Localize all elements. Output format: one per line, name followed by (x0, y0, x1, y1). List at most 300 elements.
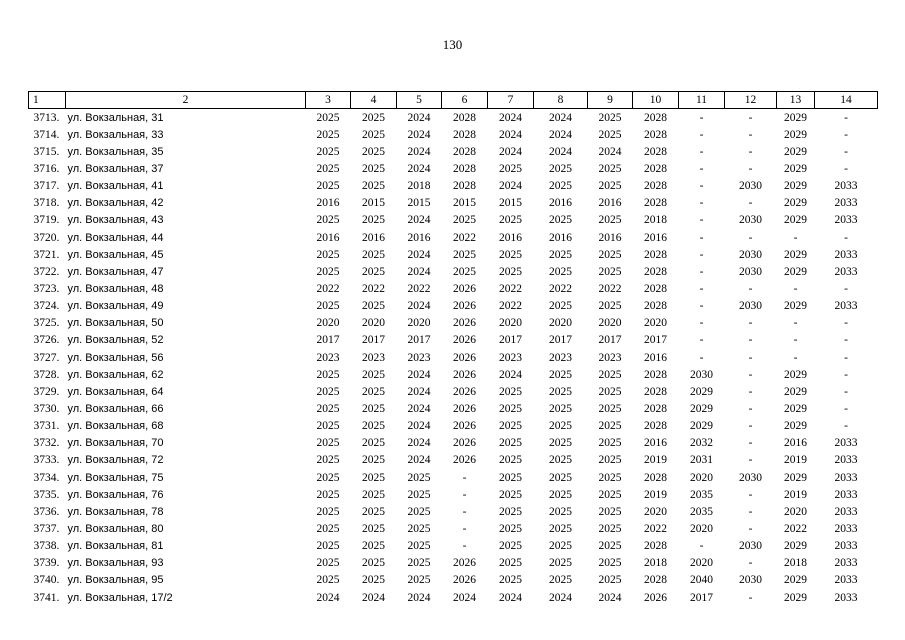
year-cell: 2016 (407, 231, 431, 244)
year-cell: 2029 (784, 128, 807, 141)
address-cell: ул. Вокзальная, 56 (67, 351, 164, 364)
year-cell: 2020 (549, 317, 572, 330)
year-cell: - (844, 368, 848, 381)
year-cell: 2025 (598, 505, 622, 518)
year-cell: 2025 (362, 454, 385, 467)
column-header: 1 (29, 92, 66, 109)
address-cell: ул. Вокзальная, 47 (67, 265, 164, 278)
year-cell: - (699, 197, 704, 210)
schedule-table (28, 91, 878, 606)
table-row (29, 435, 878, 452)
year-cell: - (699, 111, 704, 124)
year-cell: 2019 (644, 454, 667, 467)
year-cell: 2015 (407, 197, 431, 210)
table-row (29, 229, 878, 246)
year-cell: 2018 (644, 557, 667, 570)
year-cell: 2017 (690, 591, 713, 604)
year-cell: 2025 (598, 557, 622, 570)
year-cell: 2020 (407, 317, 431, 330)
year-cell: 2025 (362, 540, 385, 553)
year-cell: 2029 (690, 420, 713, 433)
year-cell: 2015 (362, 197, 385, 210)
year-cell: 2024 (407, 591, 431, 604)
year-cell: 2024 (407, 385, 431, 398)
year-cell: 2025 (499, 540, 522, 553)
year-cell: 2023 (316, 351, 340, 364)
column-header: 2 (66, 92, 306, 109)
address-cell: ул. Вокзальная, 31 (67, 111, 164, 124)
row-number: 3718. (33, 197, 60, 210)
year-cell: - (462, 540, 467, 553)
table-row (29, 572, 878, 589)
year-cell: 2025 (362, 505, 385, 518)
year-cell: 2025 (549, 540, 572, 553)
column-header: 13 (777, 92, 815, 109)
year-cell: 2025 (316, 162, 340, 175)
year-cell: 2025 (316, 505, 340, 518)
year-cell: 2029 (784, 197, 807, 210)
year-cell: 2030 (739, 248, 762, 261)
year-cell: 2029 (784, 402, 807, 415)
year-cell: 2025 (499, 214, 522, 227)
year-cell: 2020 (690, 471, 713, 484)
year-cell: - (844, 317, 848, 330)
year-cell: 2025 (499, 505, 522, 518)
year-cell: - (699, 145, 704, 158)
table-row (29, 160, 878, 177)
row-number: 3735. (33, 488, 60, 501)
year-cell: 2016 (499, 231, 522, 244)
address-cell: ул. Вокзальная, 76 (67, 488, 164, 501)
year-cell: 2025 (316, 145, 340, 158)
year-cell: 2023 (362, 351, 385, 364)
address-cell: ул. Вокзальная, 75 (67, 471, 164, 484)
year-cell: - (748, 505, 753, 518)
year-cell: 2024 (499, 180, 522, 193)
year-cell: - (748, 334, 753, 347)
row-number: 3728. (33, 368, 60, 381)
year-cell: 2025 (499, 557, 522, 570)
year-cell: 2025 (362, 180, 385, 193)
year-cell: 2024 (407, 248, 431, 261)
address-cell: ул. Вокзальная, 70 (67, 437, 164, 450)
year-cell: 2029 (784, 591, 807, 604)
year-cell: 2025 (362, 385, 385, 398)
address-cell: ул. Вокзальная, 44 (67, 231, 164, 244)
year-cell: 2025 (549, 265, 572, 278)
year-cell: 2025 (453, 248, 476, 261)
address-cell: ул. Вокзальная, 78 (67, 505, 164, 518)
year-cell: 2025 (549, 488, 572, 501)
year-cell: - (844, 420, 848, 433)
year-cell: 2025 (316, 437, 340, 450)
year-cell: 2017 (644, 334, 667, 347)
year-cell: - (699, 317, 704, 330)
year-cell: - (699, 214, 704, 227)
table-row (29, 178, 878, 195)
year-cell: 2016 (316, 197, 340, 210)
year-cell: 2024 (407, 145, 431, 158)
year-cell: 2024 (453, 591, 476, 604)
year-cell: 2024 (499, 591, 522, 604)
table-row (29, 315, 878, 332)
year-cell: 2022 (784, 522, 807, 535)
year-cell: 2025 (549, 437, 572, 450)
row-number: 3732. (33, 437, 60, 450)
table-row (29, 109, 878, 127)
address-cell: ул. Вокзальная, 49 (67, 300, 164, 313)
year-cell: 2025 (362, 488, 385, 501)
year-cell: 2024 (499, 111, 522, 124)
year-cell: 2033 (834, 197, 858, 210)
year-cell: - (844, 231, 848, 244)
table-row (29, 366, 878, 383)
address-cell: ул. Вокзальная, 64 (67, 385, 164, 398)
year-cell: - (844, 282, 848, 295)
table-row (29, 246, 878, 263)
row-number: 3723. (33, 282, 60, 295)
year-cell: 2025 (316, 540, 340, 553)
year-cell: 2029 (784, 111, 807, 124)
year-cell: 2016 (598, 197, 622, 210)
year-cell: 2025 (407, 522, 431, 535)
year-cell: 2020 (690, 522, 713, 535)
year-cell: 2033 (834, 180, 858, 193)
year-cell: 2025 (549, 368, 572, 381)
year-cell: 2028 (644, 111, 667, 124)
year-cell: 2022 (644, 522, 667, 535)
year-cell: - (699, 265, 704, 278)
year-cell: 2017 (598, 334, 622, 347)
year-cell: - (793, 231, 798, 244)
year-cell: 2026 (453, 334, 476, 347)
year-cell: 2028 (453, 128, 476, 141)
year-cell: 2025 (362, 402, 385, 415)
year-cell: 2020 (598, 317, 622, 330)
year-cell: 2024 (549, 145, 572, 158)
table-row (29, 349, 878, 366)
year-cell: 2029 (690, 402, 713, 415)
year-cell: 2024 (598, 591, 622, 604)
year-cell: 2025 (362, 471, 385, 484)
year-cell: 2024 (407, 420, 431, 433)
year-cell: 2029 (784, 180, 807, 193)
table-row (29, 503, 878, 520)
row-number: 3724. (33, 300, 60, 313)
year-cell: 2028 (644, 248, 667, 261)
year-cell: 2033 (834, 540, 858, 553)
year-cell: - (748, 368, 753, 381)
year-cell: 2028 (644, 420, 667, 433)
year-cell: 2029 (784, 248, 807, 261)
column-header: 5 (397, 92, 442, 109)
year-cell: 2028 (644, 265, 667, 278)
address-cell: ул. Вокзальная, 95 (67, 574, 164, 587)
year-cell: 2025 (316, 300, 340, 313)
year-cell: 2025 (549, 574, 572, 587)
year-cell: - (748, 437, 753, 450)
year-cell: 2025 (499, 488, 522, 501)
year-cell: 2033 (834, 214, 858, 227)
year-cell: 2025 (362, 145, 385, 158)
year-cell: - (844, 351, 848, 364)
year-cell: 2024 (549, 128, 572, 141)
year-cell: 2024 (407, 111, 431, 124)
year-cell: 2025 (499, 402, 522, 415)
year-cell: 2033 (834, 488, 858, 501)
address-cell: ул. Вокзальная, 62 (67, 368, 164, 381)
address-cell: ул. Вокзальная, 81 (67, 540, 164, 553)
year-cell: 2020 (644, 317, 667, 330)
year-cell: 2033 (834, 248, 858, 261)
year-cell: 2025 (598, 385, 622, 398)
year-cell: 2025 (598, 265, 622, 278)
year-cell: 2025 (499, 420, 522, 433)
address-cell: ул. Вокзальная, 48 (67, 282, 164, 295)
row-number: 3737. (33, 522, 60, 535)
year-cell: 2025 (316, 574, 340, 587)
year-cell: 2017 (549, 334, 572, 347)
year-cell: 2017 (316, 334, 340, 347)
year-cell: 2017 (362, 334, 385, 347)
year-cell: 2029 (784, 420, 807, 433)
year-cell: 2026 (453, 557, 476, 570)
year-cell: 2030 (739, 180, 762, 193)
year-cell: 2025 (316, 111, 340, 124)
year-cell: 2028 (644, 145, 667, 158)
year-cell: 2025 (453, 214, 476, 227)
year-cell: 2025 (362, 214, 385, 227)
table-row (29, 263, 878, 280)
address-cell: ул. Вокзальная, 37 (67, 162, 164, 175)
year-cell: - (748, 317, 753, 330)
table-row (29, 143, 878, 160)
year-cell: 2025 (549, 180, 572, 193)
year-cell: 2030 (739, 574, 762, 587)
year-cell: 2024 (549, 591, 572, 604)
row-number: 3726. (33, 334, 60, 347)
year-cell: 2025 (549, 454, 572, 467)
year-cell: 2024 (407, 162, 431, 175)
row-number: 3733. (33, 454, 60, 467)
row-number: 3731. (33, 420, 60, 433)
year-cell: 2025 (499, 437, 522, 450)
year-cell: 2028 (453, 180, 476, 193)
year-cell: 2028 (644, 300, 667, 313)
address-cell: ул. Вокзальная, 72 (67, 454, 164, 467)
year-cell: - (793, 334, 798, 347)
year-cell: 2025 (362, 522, 385, 535)
year-cell: 2025 (316, 180, 340, 193)
year-cell: 2026 (453, 282, 476, 295)
address-cell: ул. Вокзальная, 43 (67, 214, 164, 227)
table-row (29, 332, 878, 349)
column-header: 14 (815, 92, 878, 109)
year-cell: 2028 (453, 145, 476, 158)
table-row (29, 400, 878, 417)
year-cell: - (748, 488, 753, 501)
year-cell: - (793, 351, 798, 364)
year-cell: - (793, 317, 798, 330)
year-cell: 2026 (453, 437, 476, 450)
table-row (29, 298, 878, 315)
year-cell: - (748, 111, 753, 124)
row-number: 3736. (33, 505, 60, 518)
year-cell: - (462, 471, 467, 484)
year-cell: - (699, 540, 704, 553)
year-cell: 2032 (690, 437, 713, 450)
year-cell: 2025 (499, 248, 522, 261)
year-cell: 2018 (407, 180, 431, 193)
year-cell: 2025 (362, 162, 385, 175)
year-cell: 2030 (739, 471, 762, 484)
year-cell: 2025 (407, 574, 431, 587)
year-cell: 2030 (739, 265, 762, 278)
year-cell: 2024 (499, 368, 522, 381)
year-cell: 2028 (644, 368, 667, 381)
table-row (29, 589, 878, 606)
year-cell: 2033 (834, 574, 858, 587)
year-cell: 2033 (834, 265, 858, 278)
year-cell: 2022 (598, 282, 622, 295)
year-cell: 2016 (644, 351, 667, 364)
year-cell: 2025 (316, 128, 340, 141)
year-cell: 2025 (549, 248, 572, 261)
year-cell: 2033 (834, 300, 858, 313)
year-cell: 2029 (784, 214, 807, 227)
table-row (29, 195, 878, 212)
column-header: 3 (306, 92, 351, 109)
year-cell: - (699, 231, 704, 244)
year-cell: 2025 (549, 214, 572, 227)
year-cell: - (699, 128, 704, 141)
year-cell: 2035 (690, 488, 713, 501)
year-cell: 2025 (316, 420, 340, 433)
row-number: 3722. (33, 265, 60, 278)
year-cell: 2015 (499, 197, 522, 210)
year-cell: 2016 (598, 231, 622, 244)
year-cell: 2025 (316, 368, 340, 381)
year-cell: 2025 (362, 128, 385, 141)
year-cell: - (699, 180, 704, 193)
year-cell: - (462, 505, 467, 518)
year-cell: 2025 (362, 437, 385, 450)
year-cell: 2025 (407, 471, 431, 484)
year-cell: 2025 (549, 402, 572, 415)
address-cell: ул. Вокзальная, 66 (67, 402, 164, 415)
page-number: 130 (442, 37, 463, 52)
year-cell: 2026 (453, 402, 476, 415)
year-cell: - (844, 402, 848, 415)
year-cell: - (793, 282, 798, 295)
year-cell: 2022 (362, 282, 385, 295)
row-number: 3740. (33, 574, 60, 587)
year-cell: 2022 (453, 231, 476, 244)
year-cell: 2028 (453, 111, 476, 124)
year-cell: - (844, 145, 848, 158)
year-cell: 2025 (362, 557, 385, 570)
year-cell: 2028 (644, 180, 667, 193)
year-cell: - (844, 334, 848, 347)
year-cell: - (748, 128, 753, 141)
column-header: 11 (679, 92, 725, 109)
year-cell: 2033 (834, 557, 858, 570)
year-cell: 2025 (598, 128, 622, 141)
year-cell: 2025 (598, 522, 622, 535)
year-cell: 2016 (644, 231, 667, 244)
year-cell: 2025 (549, 420, 572, 433)
year-cell: 2025 (598, 248, 622, 261)
address-cell: ул. Вокзальная, 52 (67, 334, 164, 347)
year-cell: 2026 (453, 317, 476, 330)
table-row (29, 383, 878, 400)
year-cell: 2025 (598, 540, 622, 553)
year-cell: 2026 (453, 454, 476, 467)
year-cell: 2029 (784, 145, 807, 158)
year-cell: 2025 (407, 488, 431, 501)
year-cell: 2025 (316, 214, 340, 227)
year-cell: 2025 (549, 300, 572, 313)
year-cell: 2028 (644, 282, 667, 295)
column-header: 10 (633, 92, 679, 109)
year-cell: - (462, 488, 467, 501)
year-cell: 2026 (453, 385, 476, 398)
year-cell: 2029 (784, 540, 807, 553)
year-cell: 2025 (316, 557, 340, 570)
year-cell: 2025 (499, 162, 522, 175)
year-cell: - (844, 111, 848, 124)
year-cell: 2033 (834, 591, 858, 604)
table-row (29, 538, 878, 555)
year-cell: 2029 (784, 368, 807, 381)
year-cell: 2025 (549, 162, 572, 175)
year-cell: 2025 (598, 111, 622, 124)
column-header: 7 (488, 92, 534, 109)
row-number: 3725. (33, 317, 60, 330)
year-cell: 2025 (316, 522, 340, 535)
year-cell: 2025 (316, 488, 340, 501)
column-header: 9 (588, 92, 633, 109)
row-number: 3715. (33, 145, 60, 158)
year-cell: 2025 (549, 471, 572, 484)
year-cell: 2020 (644, 505, 667, 518)
year-cell: 2033 (834, 454, 858, 467)
year-cell: 2020 (784, 505, 807, 518)
year-cell: 2028 (644, 471, 667, 484)
year-cell: 2016 (784, 437, 807, 450)
year-cell: 2025 (598, 300, 622, 313)
year-cell: - (699, 248, 704, 261)
year-cell: 2028 (644, 574, 667, 587)
year-cell: 2026 (644, 591, 667, 604)
year-cell: 2025 (316, 248, 340, 261)
table-row (29, 469, 878, 486)
year-cell: 2025 (598, 471, 622, 484)
year-cell: 2025 (499, 385, 522, 398)
table-row (29, 126, 878, 143)
row-number: 3714. (33, 128, 60, 141)
year-cell: 2025 (499, 454, 522, 467)
year-cell: - (844, 162, 848, 175)
year-cell: 2029 (690, 385, 713, 398)
year-cell: - (699, 162, 704, 175)
table-row (29, 555, 878, 572)
year-cell: 2024 (598, 145, 622, 158)
year-cell: 2029 (784, 385, 807, 398)
year-cell: 2025 (362, 265, 385, 278)
year-cell: 2020 (316, 317, 340, 330)
year-cell: 2025 (598, 368, 622, 381)
